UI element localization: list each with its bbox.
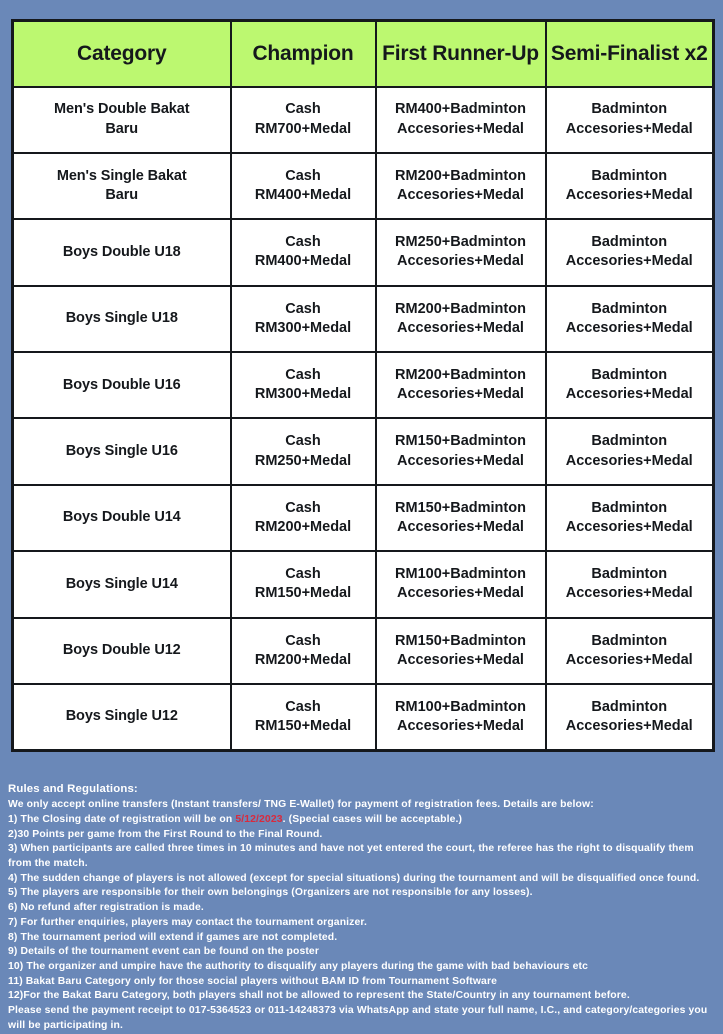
cell-first-runner-up-line1: RM400+Badminton — [395, 101, 526, 118]
cell-first-runner-up — [376, 684, 546, 750]
cell-first-runner-up-line1: RM150+Badminton — [395, 632, 526, 649]
cell-first-runner-up — [376, 87, 546, 153]
table-row — [13, 153, 714, 219]
cell-category — [13, 551, 231, 617]
table-row — [13, 485, 714, 551]
cell-category-line1: Boys Double U14 — [62, 509, 181, 526]
cell-category-line1: Men's Single Bakat — [56, 167, 187, 184]
column-header-first-runner-up: First Runner-Up — [376, 21, 546, 87]
cell-champion-line1: Cash — [285, 698, 321, 715]
cell-champion-line1: Cash — [285, 366, 321, 383]
cell-first-runner-up — [376, 485, 546, 551]
cell-semi-finalist — [546, 153, 714, 219]
cell-champion — [231, 153, 376, 219]
cell-first-runner-up-line2: Accesories+Medal — [397, 253, 524, 270]
cell-first-runner-up-line1: RM100+Badminton — [395, 566, 526, 583]
cell-champion — [231, 551, 376, 617]
rule-item-7: 7) For further enquiries, players may contact the tournament organizer. — [8, 916, 367, 928]
cell-semi-finalist — [546, 219, 714, 285]
rule-item-6: 6) No refund after registration is made. — [8, 902, 204, 914]
cell-first-runner-up-line2: Accesories+Medal — [397, 452, 524, 469]
cell-semi-finalist-line2: Accesories+Medal — [565, 717, 693, 734]
cell-first-runner-up-line2: Accesories+Medal — [397, 651, 524, 668]
cell-champion-line1: Cash — [285, 433, 321, 450]
cell-champion-line2: RM700+Medal — [254, 120, 352, 137]
cell-champion — [231, 87, 376, 153]
cell-first-runner-up — [376, 286, 546, 352]
cell-semi-finalist-line1: Badminton — [591, 366, 668, 383]
table-header-row — [13, 21, 714, 87]
cell-first-runner-up-line1: RM200+Badminton — [395, 167, 526, 184]
cell-champion — [231, 219, 376, 285]
cell-first-runner-up-line2: Accesories+Medal — [397, 585, 524, 602]
cell-semi-finalist-line2: Accesories+Medal — [565, 585, 693, 602]
cell-semi-finalist-line2: Accesories+Medal — [565, 386, 693, 403]
cell-category-line1: Boys Single U14 — [65, 575, 178, 592]
cell-first-runner-up — [376, 551, 546, 617]
cell-champion — [231, 485, 376, 551]
cell-category — [13, 618, 231, 684]
cell-semi-finalist-line1: Badminton — [591, 167, 668, 184]
cell-semi-finalist-line2: Accesories+Medal — [565, 319, 693, 336]
cell-first-runner-up — [376, 618, 546, 684]
rule-item-2: 2)30 Points per game from the First Round to the Final Round. — [8, 828, 323, 840]
column-header-semi-finalist: Semi-Finalist x2 — [546, 21, 714, 87]
cell-category — [13, 87, 231, 153]
cell-semi-finalist-line2: Accesories+Medal — [565, 187, 693, 204]
cell-champion — [231, 684, 376, 750]
cell-first-runner-up-line1: RM100+Badminton — [395, 698, 526, 715]
rule-1-text-before: 1) The Closing date of registration will be on — [8, 813, 236, 825]
cell-champion — [231, 618, 376, 684]
cell-first-runner-up — [376, 418, 546, 484]
cell-category-line1: Boys Single U16 — [65, 443, 178, 459]
rules-and-regulations-section — [8, 781, 717, 1034]
table-row — [13, 551, 714, 617]
cell-first-runner-up-line1: RM200+Badminton — [395, 300, 526, 317]
cell-category-line2: Baru — [105, 187, 139, 204]
cell-first-runner-up-line1: RM150+Badminton — [395, 499, 526, 516]
cell-semi-finalist-line1: Badminton — [591, 499, 668, 516]
cell-semi-finalist-line1: Badminton — [591, 566, 668, 583]
cell-semi-finalist — [546, 418, 714, 484]
rules-intro: We only accept online transfers (Instant transfers/ TNG E-Wallet) for payment of registration fees. Details are below: — [8, 799, 594, 811]
table-row — [13, 219, 714, 285]
cell-first-runner-up-line1: RM150+Badminton — [395, 433, 526, 450]
cell-semi-finalist-line1: Badminton — [591, 234, 668, 251]
cell-champion — [231, 286, 376, 352]
rule-1-text-after: . (Special cases will be acceptable.) — [282, 813, 463, 825]
cell-semi-finalist — [546, 352, 714, 418]
table-row — [13, 286, 714, 352]
cell-category — [13, 418, 231, 484]
cell-category — [13, 286, 231, 352]
cell-category-line2: Baru — [105, 120, 139, 137]
cell-semi-finalist — [546, 618, 714, 684]
cell-first-runner-up-line1: RM200+Badminton — [395, 366, 526, 383]
cell-first-runner-up-line2: Accesories+Medal — [397, 319, 524, 336]
rule-item-5: 5) The players are responsible for their own belongings (Organizers are not responsible for any losses). — [8, 887, 533, 899]
cell-semi-finalist-line2: Accesories+Medal — [565, 452, 693, 469]
cell-champion — [231, 352, 376, 418]
cell-semi-finalist — [546, 485, 714, 551]
table-body — [13, 87, 714, 751]
cell-champion-line1: Cash — [285, 234, 321, 251]
cell-champion-line2: RM250+Medal — [254, 452, 352, 469]
rule-item-10: 10) The organizer and umpire have the authority to disqualify any players during the game with bad behaviours etc — [8, 961, 588, 973]
prize-table — [11, 19, 715, 752]
cell-category — [13, 485, 231, 551]
cell-first-runner-up — [376, 352, 546, 418]
cell-champion-line2: RM300+Medal — [254, 386, 352, 403]
cell-semi-finalist-line2: Accesories+Medal — [565, 120, 693, 137]
cell-champion-line1: Cash — [285, 499, 321, 516]
cell-category-line1: Men's Double Bakat — [54, 101, 190, 118]
cell-semi-finalist-line2: Accesories+Medal — [565, 651, 693, 668]
cell-champion-line2: RM300+Medal — [254, 319, 352, 336]
cell-first-runner-up-line2: Accesories+Medal — [397, 120, 524, 137]
table-row — [13, 87, 714, 153]
cell-semi-finalist-line1: Badminton — [591, 698, 668, 715]
cell-champion-line1: Cash — [285, 167, 321, 184]
cell-first-runner-up — [376, 219, 546, 285]
rule-item-12: 12)For the Bakat Baru Category, both players shall not be allowed to represent the State/Country in any tournament before. — [8, 990, 630, 1002]
cell-champion-line1: Cash — [285, 300, 321, 317]
column-header-champion: Champion — [231, 21, 376, 87]
cell-category-line1: Boys Single U18 — [65, 310, 178, 327]
cell-semi-finalist — [546, 551, 714, 617]
table-row — [13, 418, 714, 484]
cell-semi-finalist-line2: Accesories+Medal — [565, 253, 693, 270]
cell-first-runner-up-line2: Accesories+Medal — [397, 187, 524, 204]
cell-champion — [231, 418, 376, 484]
rule-item-11: 11) Bakat Baru Category only for those social players without BAM ID from Tournament Software — [8, 975, 498, 987]
cell-champion-line2: RM150+Medal — [254, 717, 352, 734]
cell-category — [13, 684, 231, 750]
table-row — [13, 618, 714, 684]
cell-champion-line2: RM400+Medal — [254, 187, 352, 204]
cell-category — [13, 219, 231, 285]
rule-item-1 — [8, 813, 717, 828]
table-row — [13, 684, 714, 750]
cell-category-line1: Boys Double U12 — [62, 642, 181, 659]
cell-champion-line1: Cash — [285, 632, 321, 649]
rule-item-4: 4) The sudden change of players is not allowed (except for special situations) during the tournament and will be disqualified once found. — [8, 872, 700, 884]
payment-instruction: Please send the payment receipt to 017-5364523 or 011-14248373 via WhatsApp and state your full name, I.C., and category/categories you will be participating in. — [8, 1005, 708, 1031]
cell-semi-finalist-line1: Badminton — [591, 433, 668, 450]
cell-semi-finalist-line1: Badminton — [591, 300, 668, 317]
rule-item-9: 9) Details of the tournament event can be found on the poster — [8, 946, 319, 958]
column-header-category: Category — [13, 21, 231, 87]
cell-first-runner-up-line1: RM250+Badminton — [395, 234, 526, 251]
cell-semi-finalist-line1: Badminton — [591, 632, 668, 649]
cell-champion-line2: RM400+Medal — [254, 253, 352, 270]
rule-item-3: 3) When participants are called three times in 10 minutes and have not yet entered the court, the referee has the right to disqualify them from the match. — [8, 843, 694, 869]
cell-category — [13, 352, 231, 418]
table-row — [13, 352, 714, 418]
cell-category-line1: Boys Double U16 — [62, 376, 181, 393]
cell-first-runner-up-line2: Accesories+Medal — [397, 519, 524, 536]
table-header — [13, 21, 714, 87]
cell-champion-line2: RM200+Medal — [254, 651, 352, 668]
cell-first-runner-up — [376, 153, 546, 219]
cell-semi-finalist — [546, 87, 714, 153]
rules-title: Rules and Regulations: — [8, 783, 138, 795]
cell-semi-finalist — [546, 684, 714, 750]
rule-item-8: 8) The tournament period will extend if games are not completed. — [8, 931, 338, 943]
cell-semi-finalist — [546, 286, 714, 352]
cell-first-runner-up-line2: Accesories+Medal — [397, 717, 524, 734]
cell-first-runner-up-line2: Accesories+Medal — [397, 386, 524, 403]
cell-category — [13, 153, 231, 219]
cell-semi-finalist-line2: Accesories+Medal — [565, 519, 693, 536]
closing-date-highlight: 5/12/2023 — [235, 813, 283, 825]
cell-category-line1: Boys Single U12 — [65, 708, 178, 725]
cell-champion-line2: RM200+Medal — [254, 519, 352, 536]
cell-category-line1: Boys Double U18 — [62, 243, 181, 260]
cell-champion-line2: RM150+Medal — [254, 585, 352, 602]
prize-table-container — [11, 19, 712, 752]
cell-champion-line1: Cash — [285, 566, 321, 583]
cell-semi-finalist-line1: Badminton — [591, 101, 668, 118]
cell-champion-line1: Cash — [285, 101, 321, 118]
